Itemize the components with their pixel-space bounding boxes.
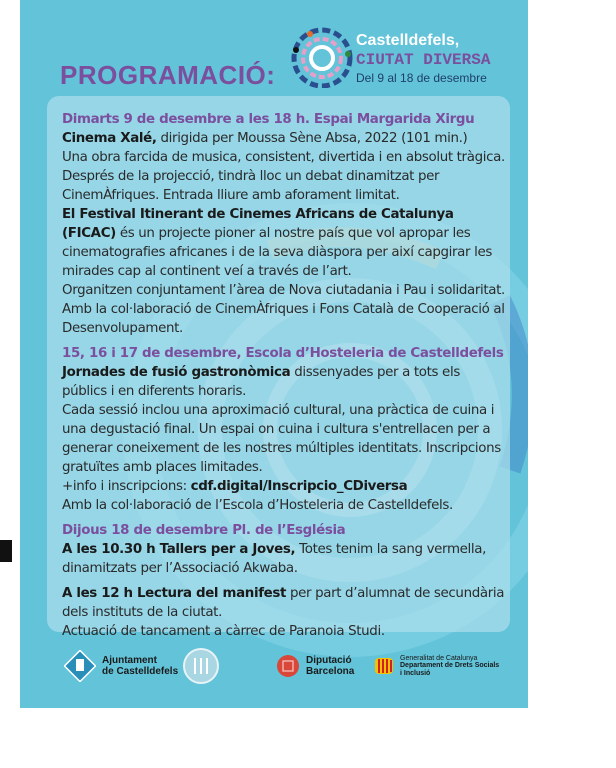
event-1-heading: Dimarts 9 de desembre a les 18 h. Espai Margarida Xirgu	[62, 112, 475, 127]
text: dissenyades per a tots els públics i en diferents horaris.	[62, 365, 460, 399]
event-1-line	[62, 129, 507, 148]
diputacio-emblem-icon	[276, 654, 300, 678]
event-3-line	[62, 540, 507, 578]
castle-tower-icon	[64, 650, 96, 682]
text: Una obra farcida de musica, consistent, divertida i en absolut tràgica. Després de la projecció, tindrà lloc un debat dinamitzat per CinemÀfriques. Entrada lliure amb aforament limitat.	[62, 150, 505, 203]
logo-ajuntament	[64, 648, 178, 684]
program-panel	[47, 96, 510, 639]
logo-text: Ajuntament	[102, 655, 157, 666]
logo-diputacio	[276, 648, 354, 684]
logo-text: Barcelona	[306, 666, 355, 677]
event-1-line	[62, 148, 507, 205]
text: dirigida per Moussa Sène Absa, 2022 (101 min.)	[156, 131, 468, 146]
text: Amb la col·laboració de l’Escola d’Hosteleria de Castelldefels.	[62, 498, 453, 513]
brand-name: Castelldefels,	[356, 32, 460, 49]
event-3-line	[62, 584, 507, 622]
logo-text: Departament de Drets Socials	[400, 662, 500, 670]
brand-dates: Del 9 al 18 de desembre	[356, 71, 487, 85]
event-2-line	[62, 363, 507, 401]
logo-text: i Inclusió	[400, 669, 431, 677]
senyera-icon	[374, 656, 394, 676]
event-2-line	[62, 496, 507, 515]
text: +info i inscripcions:	[62, 479, 191, 494]
bold-text: El Festival Itinerant de Cinemes Africans de Catalunya (FICAC)	[62, 207, 454, 241]
bold-text: A les 10.30 h Tallers per a Joves,	[62, 542, 296, 557]
logo-escola-hosteleria	[182, 648, 220, 684]
ciutat-diversa-circle-icon	[290, 24, 354, 88]
text: és un projecte pioner al nostre país que vol apropar les cinematografies africanes i de la seva diàspora per així capgirar les mirades cap al continent veí a través de l’art.	[62, 226, 492, 279]
logo-text: de Castelldefels	[102, 666, 179, 677]
text: Cada sessió inclou una aproximació cultural, una pràctica de cuina i una degustació final. Un espai on cuina i cultura s'entrellacen per a generar coneixement de les nostres múltiples identitats. Inscripcions gratuïtes amb places limitades.	[62, 403, 501, 475]
logo-text: Generalitat de Catalunya	[400, 654, 478, 662]
logo-text: Diputació	[306, 655, 352, 666]
text: Organitzen conjuntament l’àrea de Nova ciutadania i Pau i solidaritat. Amb la col·laboració de CinemÀfriques i Fons Català de Cooperació al Desenvolupament.	[62, 283, 505, 336]
text: Totes tenim la sang vermella, dinamitzats per l’Associació Akwaba.	[62, 542, 487, 576]
sponsor-logos	[20, 648, 528, 688]
brand-logo	[290, 24, 520, 94]
event-3-line	[62, 622, 507, 641]
event-1-line	[62, 281, 507, 338]
event-1-line	[62, 205, 507, 281]
text: per part d’alumnat de secundària dels instituts de la ciutat.	[62, 586, 505, 620]
event-3-heading: Dijous 18 de desembre Pl. de l’Església	[62, 523, 346, 538]
bold-text: Cinema Xalé,	[62, 131, 157, 146]
event-2-line	[62, 401, 507, 477]
bold-text: Jornades de fusió gastronòmica	[62, 365, 291, 380]
cutlery-seal-icon	[182, 647, 220, 685]
poster	[20, 0, 528, 708]
bold-text: A les 12 h Lectura del manifest	[62, 586, 287, 601]
event-2-line	[62, 477, 507, 496]
brand-subtitle: CIUTAT DIVERSA	[356, 51, 491, 69]
text: Actuació de tancament a càrrec de Paranoia Studi.	[62, 624, 385, 639]
black-marker	[0, 540, 12, 562]
inscription-link[interactable]: cdf.digital/Inscripcio_CDiversa	[190, 479, 408, 494]
event-2-heading: 15, 16 i 17 de desembre, Escola d’Hosteleria de Castelldefels	[62, 346, 504, 361]
page-title: PROGRAMACIÓ:	[60, 60, 276, 90]
logo-generalitat	[374, 648, 499, 684]
